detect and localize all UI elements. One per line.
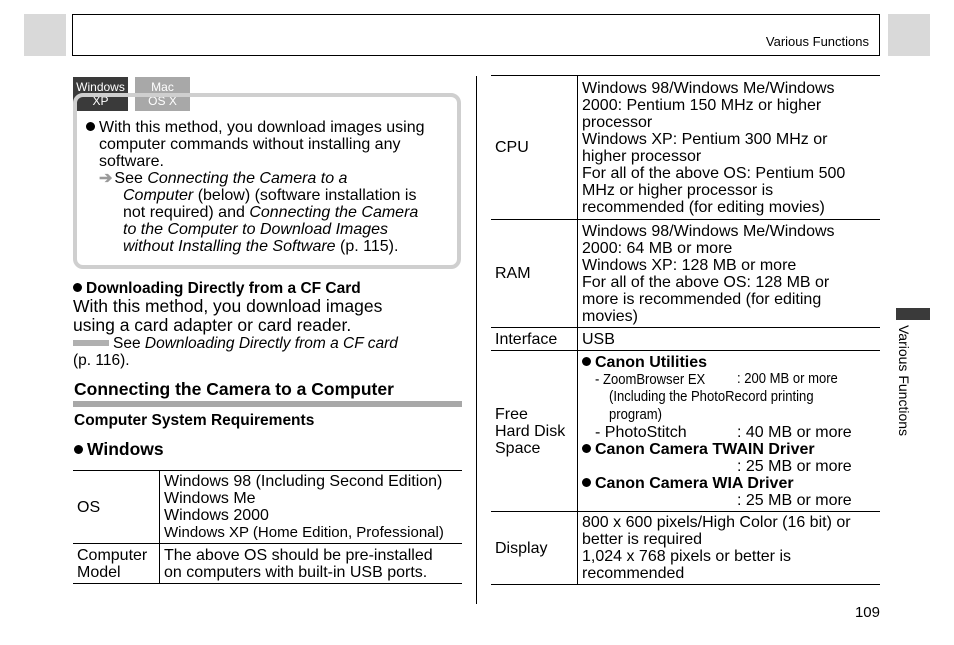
disk-value: Canon Utilities - ZoomBrowser EX : 200 MB or more (Including the PhotoRecord printing program) - PhotoStitch : 40 MB or more Canon Camera TWAIN Driver : 25 MB or more Canon Camera WIA Driver : 25 MB or more bbox=[578, 351, 881, 512]
cf-heading: Downloading Directly from a CF Card bbox=[86, 280, 361, 297]
display-value: 800 x 600 pixels/High Color (16 bit) or better is required 1,024 x 768 pixels or better is recommended bbox=[582, 514, 851, 582]
side-label: Various Functions bbox=[896, 325, 912, 437]
tab-windows-xp: Windows XP bbox=[73, 77, 128, 111]
bullet-icon bbox=[582, 478, 591, 487]
interface-label: Interface bbox=[491, 328, 578, 351]
system-requirements-table bbox=[491, 75, 880, 585]
windows-heading: Windows bbox=[74, 439, 164, 460]
os-value: Windows 98 (Including Second Edition) Windows Me Windows 2000 Windows XP (Home Edition, Professional) bbox=[164, 473, 444, 541]
disk-label: Free Hard Disk Space bbox=[491, 351, 578, 512]
table-row bbox=[491, 351, 880, 512]
section-rule bbox=[73, 401, 462, 407]
header-section-title: Various Functions bbox=[765, 34, 869, 49]
arrow-right-icon bbox=[73, 340, 109, 346]
corner-square-left bbox=[24, 14, 66, 56]
bullet-icon bbox=[74, 445, 83, 454]
ram-label: RAM bbox=[491, 220, 578, 328]
cf-reference[interactable]: Downloading Directly from a CF card bbox=[144, 335, 398, 352]
note-text: With this method, you download images using computer commands without installing any software. ➔ See Connecting the Camera to a Computer (below) (software installation is not required) and Connecting the Camera to the Computer to Download Images without Installing the Software (p. 115). bbox=[86, 119, 456, 255]
subsection-title: Computer System Requirements bbox=[74, 412, 315, 429]
display-label: Display bbox=[491, 512, 578, 585]
cpu-label: CPU bbox=[491, 76, 578, 220]
corner-square-right bbox=[888, 14, 930, 56]
cpu-value: Windows 98/Windows Me/Windows 2000: Pentium 150 MHz or higher processor Windows XP: Pentium 300 MHz or higher processor For all of the above OS: Pentium 500 MHz or higher processor is recommended (for editing movies) bbox=[582, 79, 846, 216]
table-row bbox=[491, 328, 880, 351]
page-number: 109 bbox=[854, 604, 880, 621]
bullet-icon bbox=[582, 444, 591, 453]
bullet-icon bbox=[86, 122, 95, 131]
windows-requirements-table bbox=[73, 470, 462, 584]
cf-section: Downloading Directly from a CF Card With this method, you download images using a card adapter or card reader. See Downloading Directly from a CF card (p. 116). bbox=[73, 280, 473, 369]
model-label: Computer Model bbox=[73, 544, 160, 584]
table-row bbox=[491, 76, 880, 220]
cf-line-1: With this method, you download images bbox=[73, 296, 383, 316]
model-value: The above OS should be pre-installed on computers with built-in USB ports. bbox=[164, 546, 433, 581]
arrow-right-icon: ➔ bbox=[99, 170, 113, 187]
bullet-icon bbox=[73, 283, 82, 292]
ram-value: Windows 98/Windows Me/Windows 2000: 64 MB or more Windows XP: 128 MB or more For all of the above OS: 128 MB or more is recommended (for editing movies) bbox=[582, 222, 835, 325]
bullet-icon bbox=[582, 357, 591, 366]
column-divider bbox=[476, 76, 477, 604]
table-row bbox=[73, 471, 462, 544]
table-row bbox=[73, 544, 462, 584]
os-label: OS bbox=[73, 471, 160, 544]
section-title: Connecting the Camera to a Computer bbox=[74, 379, 394, 399]
cf-line-2: using a card adapter or card reader. bbox=[73, 315, 352, 335]
header-box bbox=[72, 14, 880, 56]
interface-value: USB bbox=[582, 330, 615, 348]
side-tab-marker bbox=[896, 308, 930, 320]
table-row bbox=[491, 220, 880, 328]
table-row bbox=[491, 512, 880, 585]
tab-mac-osx: Mac OS X bbox=[135, 77, 190, 111]
